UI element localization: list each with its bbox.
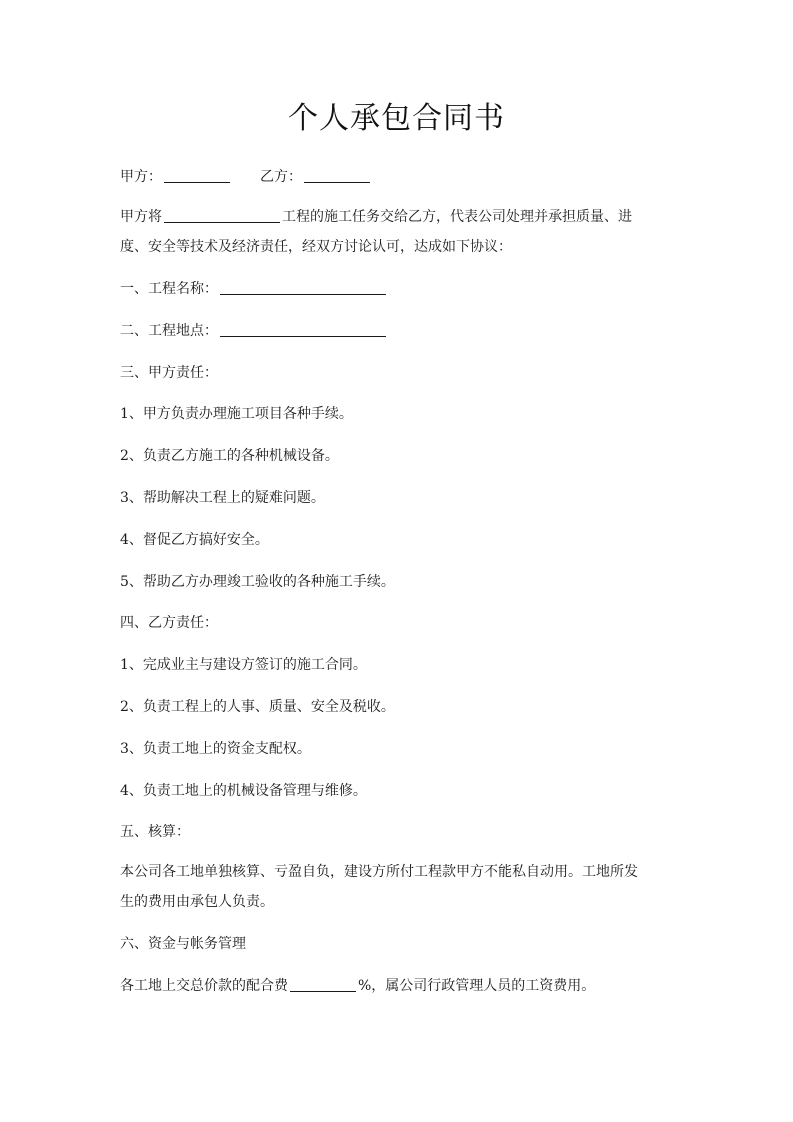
party-b-duty-item: 3、负责工地上的资金支配权。 — [120, 741, 311, 757]
accounting-heading: 五、核算： — [120, 824, 190, 840]
party-a-blank — [164, 168, 230, 183]
project-location-blank — [220, 322, 386, 337]
funds-heading: 六、资金与帐务管理 — [120, 936, 246, 952]
project-name-blank — [220, 280, 386, 295]
party-a-duty-item: 3、帮助解决工程上的疑难问题。 — [120, 490, 325, 506]
party-b-duties-heading: 四、乙方责任： — [120, 615, 218, 631]
project-blank — [164, 208, 280, 223]
accounting-line-1: 本公司各工地单独核算、亏盈自负，建设方所付工程款甲方不能私自动用。工地所发 — [120, 864, 638, 880]
party-b-blank — [304, 168, 370, 183]
party-a-label: 甲方： — [120, 169, 162, 185]
project-location-line — [120, 322, 680, 340]
party-b-label: 乙方： — [260, 169, 302, 185]
accounting-paragraph — [120, 857, 680, 917]
party-b-duty-item: 4、负责工地上的机械设备管理与维修。 — [120, 783, 367, 799]
fee-percent-blank — [290, 977, 356, 992]
party-a-duty-item: 2、负责乙方施工的各种机械设备。 — [120, 448, 339, 464]
parties-line — [120, 168, 680, 186]
party-a-duty-item: 1、甲方负责办理施工项目各种手续。 — [120, 406, 353, 422]
party-a-duty-item: 5、帮助乙方办理竣工验收的各种施工手续。 — [120, 574, 395, 590]
intro-line-2: 度、安全等技术及经济责任，经双方讨论认可，达成如下协议： — [120, 239, 512, 255]
project-name-label: 一、工程名称： — [120, 281, 218, 297]
funds-line: 各工地上交总价款的配合费 %，属公司行政管理人员的工资费用。 — [120, 978, 596, 994]
intro-paragraph — [120, 202, 680, 262]
project-location-label: 二、工程地点： — [120, 323, 218, 339]
party-a-duty-item: 4、督促乙方搞好安全。 — [120, 532, 269, 548]
party-b-duty-item: 2、负责工程上的人事、质量、安全及税收。 — [120, 699, 395, 715]
intro-line-1: 甲方将 工程的施工任务交给乙方，代表公司处理并承担质量、进 — [120, 209, 632, 225]
party-a-duties-heading: 三、甲方责任： — [120, 365, 218, 381]
accounting-line-2: 生的费用由承包人负责。 — [120, 894, 274, 910]
project-name-line — [120, 280, 680, 298]
party-b-duty-item: 1、完成业主与建设方签订的施工合同。 — [120, 657, 367, 673]
document-title: 个人承包合同书 — [288, 101, 505, 136]
